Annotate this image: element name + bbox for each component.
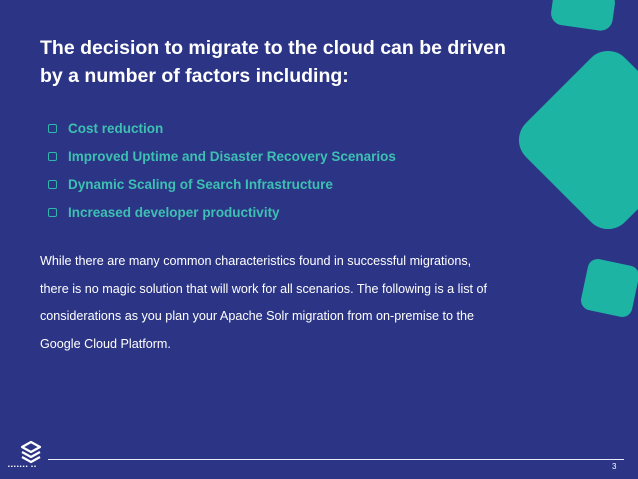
bullet-item [48, 170, 396, 198]
footer-divider [48, 459, 624, 460]
body-paragraph: While there are many common characteristics found in successful migrations, there is no magic solution that will work for all scenarios. The following is a list of considerations as you plan your Apache Solr migration from on-premise to the Google Cloud Platform. [40, 254, 488, 351]
decorative-shape-large-diamond [509, 41, 638, 239]
square-bullet-icon [48, 124, 57, 133]
slide-title: The decision to migrate to the cloud can be driven by a number of factors including: [40, 37, 506, 87]
bullet-label: Increased developer productivity [68, 204, 280, 220]
square-bullet-icon [48, 208, 57, 217]
bullet-item [48, 198, 396, 226]
bullet-item [48, 142, 396, 170]
bullet-list [48, 114, 396, 226]
company-logo-wordmark: ▪▪▪▪▪▪▪ ▪▪ [8, 464, 38, 470]
bullet-label: Improved Uptime and Disaster Recovery Scenarios [68, 148, 396, 164]
square-bullet-icon [48, 180, 57, 189]
bullet-item [48, 114, 396, 142]
decorative-shape-small-square [579, 257, 638, 319]
page-number: 3 [612, 462, 617, 471]
bullet-label: Dynamic Scaling of Search Infrastructure [68, 176, 333, 192]
square-bullet-icon [48, 152, 57, 161]
decorative-shape-top-square [550, 0, 617, 32]
bullet-label: Cost reduction [68, 120, 164, 136]
